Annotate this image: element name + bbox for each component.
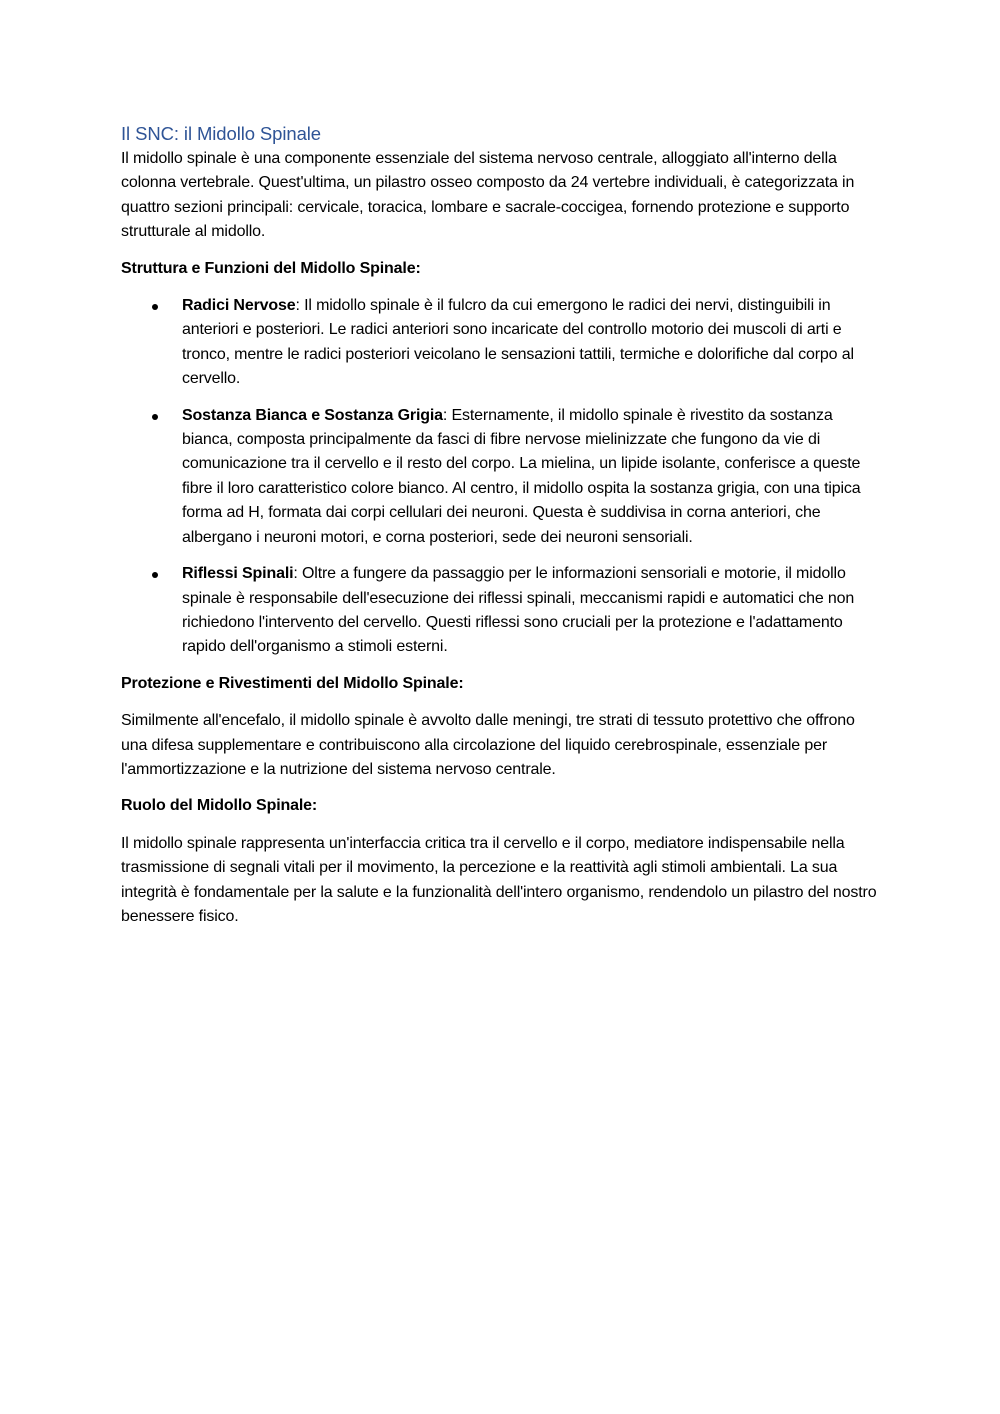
structure-bullet-list bbox=[121, 294, 879, 660]
list-item-term: Sostanza Bianca e Sostanza Grigia bbox=[182, 406, 443, 424]
intro-paragraph: Il midollo spinale è una componente essenziale del sistema nervoso centrale, alloggiato all'interno della colonna vertebrale. Quest'ultima, un pilastro osseo composto da 24 vertebre individuali, è categorizzata in quattro sezioni principali: cervicale, toracica, lombare e sacrale-coccigea, fornendo protezione e supporto strutturale al midollo. bbox=[121, 150, 855, 241]
list-item bbox=[121, 404, 879, 550]
section-heading-protection: Protezione e Rivestimenti del Midollo Spinale: bbox=[121, 674, 464, 692]
document-body bbox=[121, 121, 879, 941]
list-item bbox=[121, 294, 879, 392]
bullet-icon bbox=[152, 572, 158, 578]
list-item-text: : Esternamente, il midollo spinale è rivestito da sostanza bianca, composta principalmente da fasci di fibre nervose mielinizzate che fungono da vie di comunicazione tra il cervello e il resto del corpo. La mielina, un lipide isolante, conferisce a queste fibre il loro caratteristico colore bianco. Al centro, il midollo ospita la sostanza grigia, con una tipica forma ad H, formata dai corpi cellulari dei neuroni. Questa è suddivisa in corna anteriori, che albergano i neuroni motori, e corna posteriori, sede dei neuroni sensoriali. bbox=[182, 406, 861, 546]
bullet-icon bbox=[152, 414, 158, 420]
bullet-icon bbox=[152, 304, 158, 310]
role-paragraph: Il midollo spinale rappresenta un'interfaccia critica tra il cervello e il corpo, mediatore indispensabile nella trasmissione di segnali vitali per il movimento, la percezione e la reattività agli stimoli ambientali. La sua integrità è fondamentale per la salute e la funzionalità dell'intero organismo, rendendolo un pilastro del nostro benessere fisico. bbox=[121, 834, 877, 925]
section-heading-structure: Struttura e Funzioni del Midollo Spinale: bbox=[121, 259, 421, 277]
list-item-term: Radici Nervose bbox=[182, 297, 296, 315]
list-item bbox=[121, 562, 879, 660]
list-item-text: : Il midollo spinale è il fulcro da cui emergono le radici dei nervi, distinguibili in anteriori e posteriori. Le radici anteriori sono incaricate del controllo motorio dei muscoli di arti e tronco, mentre le radici posteriori veicolano le sensazioni tattili, termiche e dolorifiche dal corpo al cervello. bbox=[182, 297, 854, 388]
page-title: Il SNC: il Midollo Spinale bbox=[121, 123, 321, 144]
section-heading-role: Ruolo del Midollo Spinale: bbox=[121, 797, 318, 815]
list-item-text: : Oltre a fungere da passaggio per le informazioni sensoriali e motorie, il midollo spinale è responsabile dell'esecuzione dei riflessi spinali, meccanismi rapidi e automatici che non richiedono l'intervento del cervello. Questi riflessi sono cruciali per la protezione e l'adattamento rapido dell'organismo a stimoli esterni. bbox=[182, 565, 855, 656]
protection-paragraph: Similmente all'encefalo, il midollo spinale è avvolto dalle meningi, tre strati di tessuto protettivo che offrono una difesa supplementare e contribuiscono alla circolazione del liquido cerebrospinale, essenziale per l'ammortizzazione e la nutrizione del sistema nervoso centrale. bbox=[121, 712, 855, 778]
list-item-term: Riflessi Spinali bbox=[182, 565, 294, 583]
